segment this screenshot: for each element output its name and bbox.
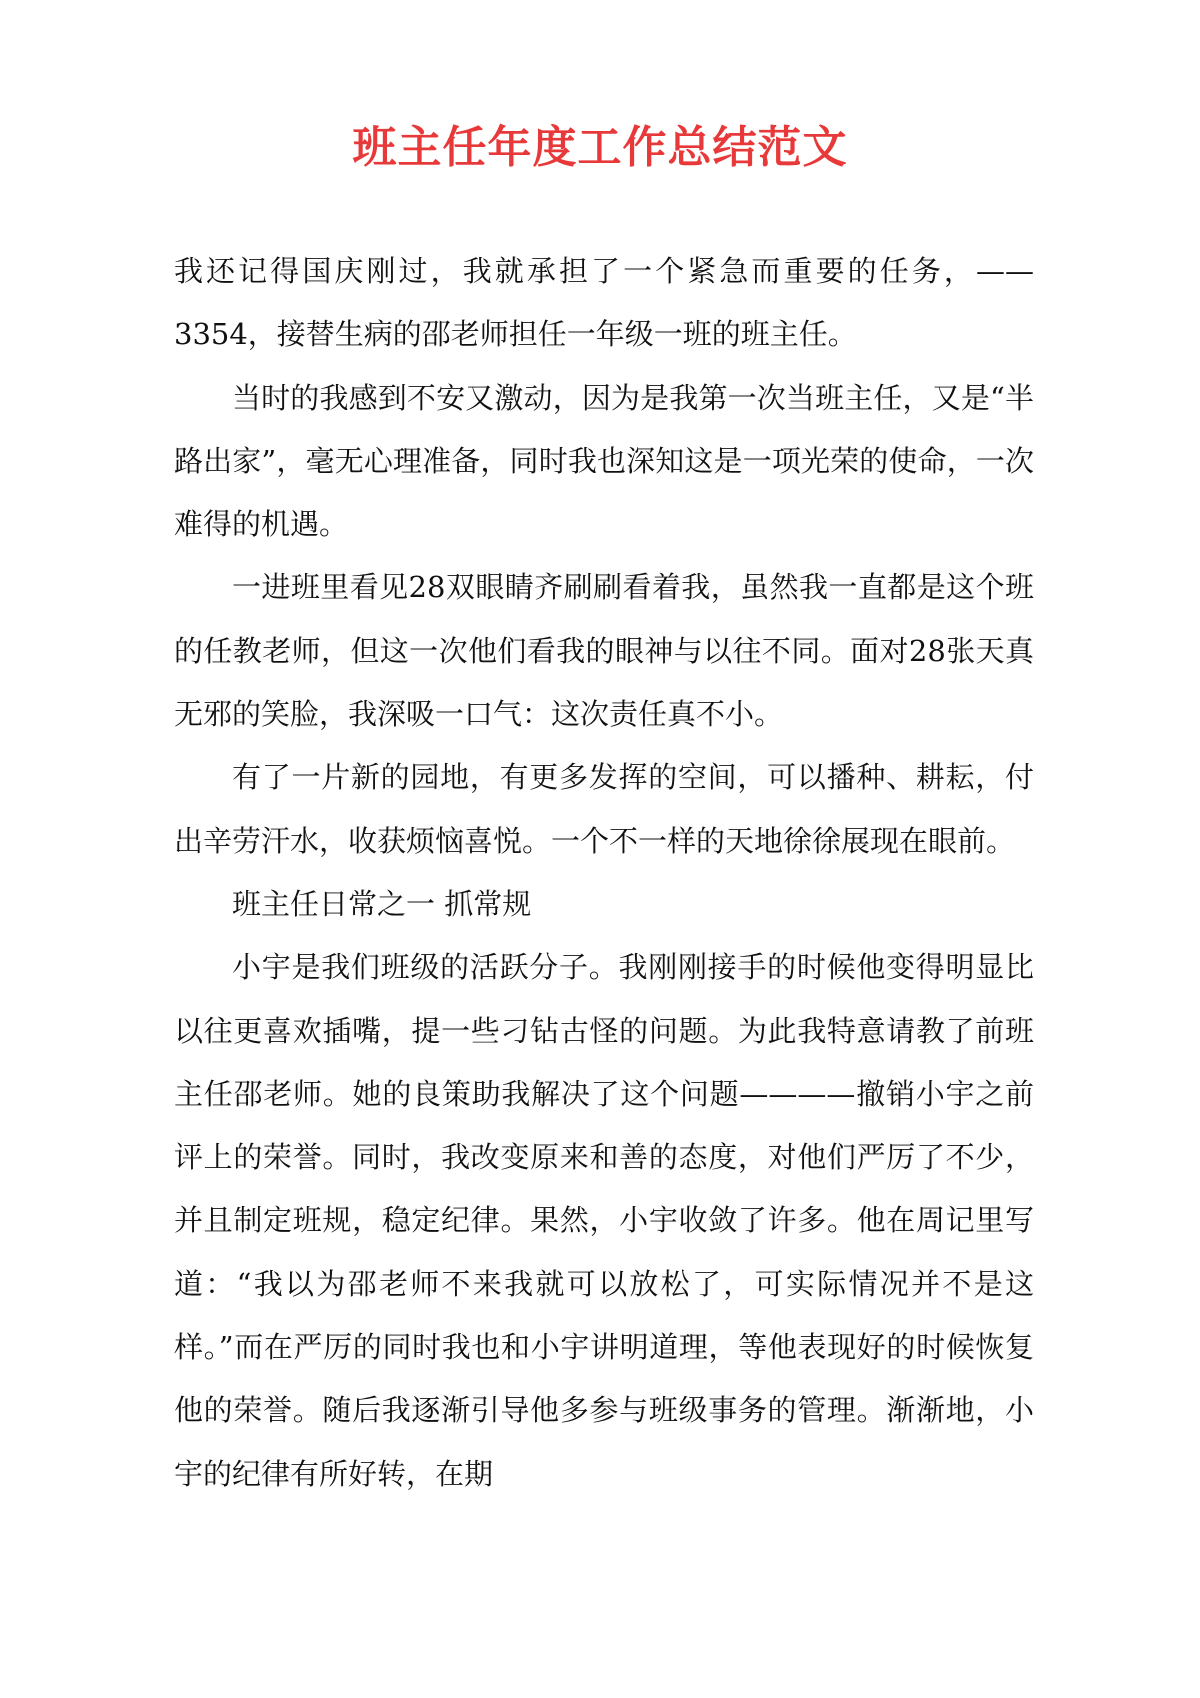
paragraph-2: 当时的我感到不安又激动，因为是我第一次当班主任，又是“半路出家”，毫无心理准备，同时我也深知这是一项光荣的使命，一次难得的机遇。 xyxy=(174,380,1034,542)
paragraph-5: 小宇是我们班级的活跃分子。我刚刚接手的时候他变得明显比以往更喜欢插嘴，提一些刁钻古怪的问题。为此我特意请教了前班主任邵老师。她的良策助我解决了这个问题————撤销小宇之前评上的荣誉。同时，我改变原来和善的态度，对他们严厉了不少，并且制定班规，稳定纪律。果然，小宇收敛了许多。他在周记里写道：“我以为邵老师不来我就可以放松了，可实际情况并不是这样。”而在严厉的同时我也和小宇讲明道理，等他表现好的时候恢复他的荣誉。随后我逐渐引导他多参与班级事务的管理。渐渐地，小宇的纪律有所好转，在期 xyxy=(174,950,1034,1491)
paragraph-4: 有了一片新的园地，有更多发挥的空间，可以播种、耕耘，付出辛劳汗水，收获烦恼喜悦。一个不一样的天地徐徐展现在眼前。 xyxy=(174,760,1034,858)
document-body xyxy=(174,240,1034,1506)
section-heading: 班主任日常之一 抓常规 xyxy=(232,886,532,921)
paragraph-3: 一进班里看见28双眼睛齐刷刷看着我，虽然我一直都是这个班的任教老师，但这一次他们看我的眼神与以往不同。面对28张天真无邪的笑脸，我深吸一口气：这次责任真不小。 xyxy=(174,570,1034,732)
document-title: 班主任年度工作总结范文 xyxy=(352,122,848,173)
paragraph-1: 我还记得国庆刚过，我就承担了一个紧急而重要的任务，——3354，接替生病的邵老师担任一年级一班的班主任。 xyxy=(174,254,1034,352)
